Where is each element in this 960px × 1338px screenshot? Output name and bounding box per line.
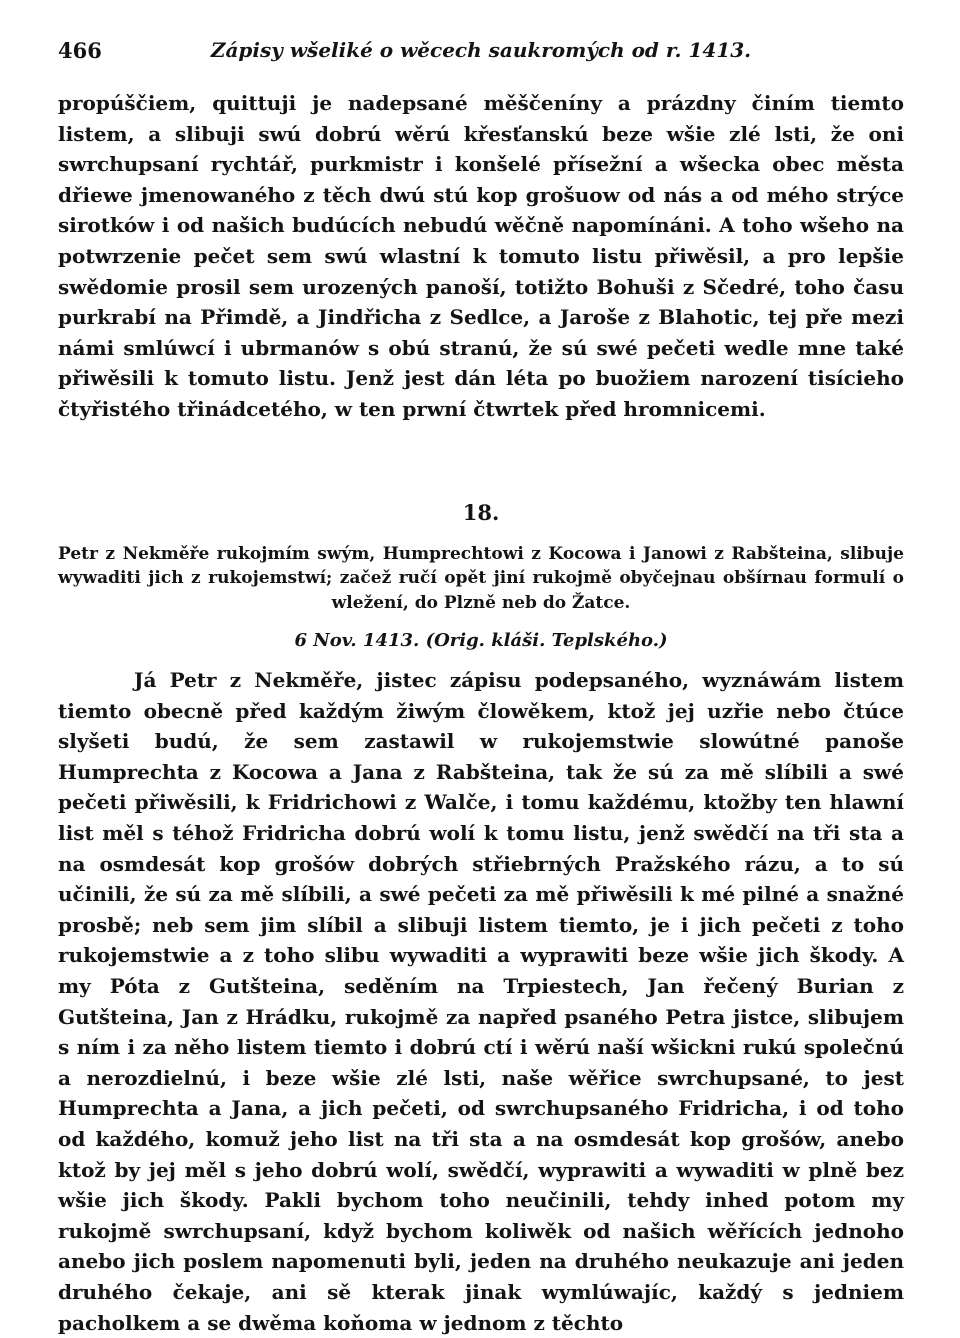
page-number: 466 [58, 38, 102, 63]
running-head [58, 38, 904, 72]
running-title: Zápisy wšeliké o wěcech saukromých od r. 1413. [210, 38, 752, 62]
document-summary: Petr z Nekměře rukojmím swým, Humprechtowi z Kocowa i Janowi z Rabšteina, slibuje wywaditi jich z rukojemstwí; začež ručí opět jiní rukojmě obyčejnau obšírnau formulí o wležení, do Plzně neb do Žatce. [58, 543, 904, 613]
document-number: 18. [462, 499, 500, 525]
document-page [58, 38, 904, 1338]
document-text: Já Petr z Nekměře, jistec zápisu podepsaného, wyznáwám listem tiemto obecně před každým žiwým člowěkem, ktož jej uzřie nebo čtúce slyšeti budú, že sem zastawil w rukojemstwie slowútné panoše Humprechta z Kocowa a Jana z Rabšteina, tak že sú za mě slíbili a swé pečeti přiwěsili, k Fridrichowi z Walče, i tomu každému, ktožby ten hlawní list měl s téhož Fridricha dobrú wolí k tomu listu, jenž swědčí na tři sta a na osmdesát kop grošów dobrých střiebrných Pražského rázu, a to sú učinili, že sú za mě slíbili, a swé pečeti za mě přiwěsili k mé pilné a snažné prosbě; neb sem jim slíbil a slibuji listem tiemto, je i jich pečeti z toho rukojemstwie a z toho slibu wywaditi a wyprawiti beze wšie jich škody. A my Póta z Gutšteina, seděním na Trpiestech, Jan řečený Burian z Gutšteina, Jan z Hrádku, rukojmě za napřed psaného Petra jistce, slibujem s ním i za něho listem tiemto i dobrú ctí i wěrú naší wšickni rukú společnú a nerozdielnú, i beze wšie zlé lsti, naše wěřice swrchupsané, to jest Humprechta a Jana, a jich pečeti, od swrchupsaného Fridricha, i od toho od každého, komuž jeho list na tři sta a na osmdesát kop grošów, anebo ktož by jej měl s jeho dobrú wolí, swědčí, wyprawiti a wywaditi w plně bez wšie jich škody. Pakli bychom toho neučinili, tehdy inhed potom my rukojmě swrchupsaní, když bychom koliwěk od našich wěřících jednoho anebo jich poslem napomenuti byli, jeden na druhého neukazuje ani jeden druhého čekaje, ani sě kterak jinak wymlúwajíc, každý s jedniem pacholkem a se dwěma koňoma w jednom z těchto [58, 668, 904, 1335]
continuation-paragraph: propúščiem, quittuji je nadepsané měščeníny a prázdny činím tiemto listem, a slibuji swú dobrú wěrú křesťanskú beze wšie zlé lsti, že oni swrchupsaní rychtář, purkmistr i konšelé přísežní a wšecka obec města dřiewe jmenowaného z těch dwú stú kop grošuow od nás a od mého strýce sirotków i od našich budúcích nebudú wěčně napomínáni. A toho wšeho na potwrzenie pečet sem swú wlastní k tomuto listu přiwěsil, a pro lepšie swědomie prosil sem urozených panoší, totižto Bohuši z Sčedré, toho času purkrabí na Přimdě, a Jindřicha z Sedlce, a Jaroše z Blahotic, tej pře mezi námi smlúwcí i ubrmanów s obú stranú, že sú swé pečeti wedle mne také přiwěsili k tomuto listu. Jenž jest dán léta po buožiem narození tisícieho čtyřistého třinádcetého, w ten prwní čtwrtek před hromnicemi. [58, 91, 904, 421]
document-dateline: 6 Nov. 1413. (Orig. kláši. Teplského.) [294, 630, 668, 652]
